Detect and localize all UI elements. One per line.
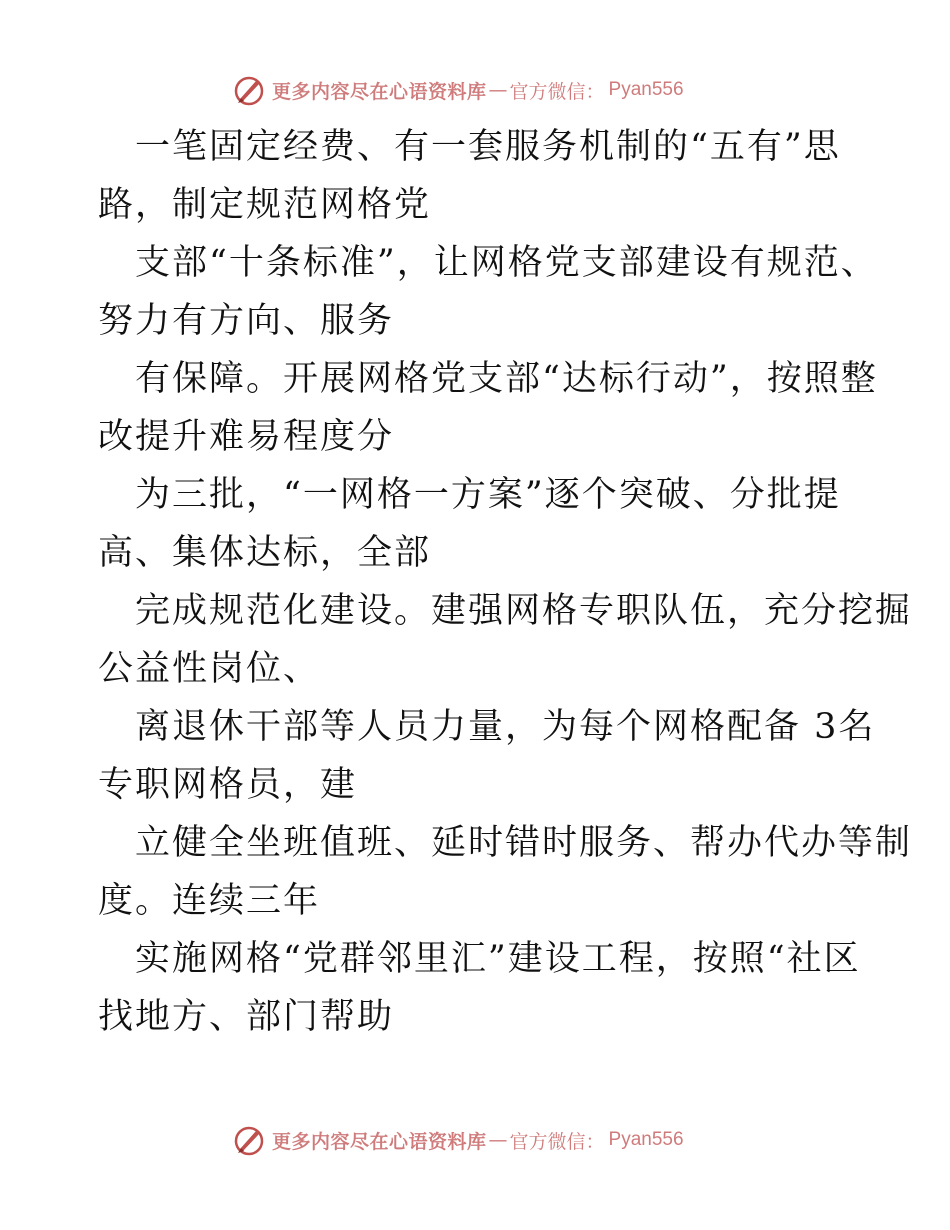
quill-pen-logo-icon	[232, 1123, 266, 1157]
body-line: 一笔固定经费、有一套服务机制的“五有”思	[135, 127, 841, 167]
header-watermark	[232, 72, 684, 108]
watermark-dash: —	[488, 79, 508, 101]
body-line: 专职网格员，建	[98, 765, 358, 805]
watermark-official-label: 官方微信：	[509, 80, 605, 103]
watermark-wechat-id: Pyan556	[608, 1129, 684, 1150]
body-line: 立健全坐班值班、延时错时服务、帮办代办等制	[135, 823, 913, 863]
body-line: 为三批，“一网格一方案”逐个突破、分批提	[135, 475, 841, 515]
document-body	[98, 118, 913, 1046]
body-line: 支部“十条标准”，让网格党支部建设有规范、	[135, 243, 878, 283]
body-line: 离退休干部等人员力量，为每个网格配备 3名	[135, 707, 876, 747]
body-line: 有保障。开展网格党支部“达标行动”，按照整	[135, 359, 878, 399]
body-line: 路，制定规范网格党	[98, 185, 432, 225]
body-line: 度。连续三年	[98, 881, 321, 921]
watermark-dash: —	[488, 1129, 508, 1151]
body-line: 高、集体达标，全部	[98, 533, 432, 573]
body-line: 改提升难易程度分	[98, 417, 395, 457]
body-line: 努力有方向、服务	[98, 301, 395, 341]
body-line: 找地方、部门帮助	[98, 997, 395, 1037]
quill-pen-logo-icon	[232, 73, 266, 107]
body-line: 完成规范化建设。建强网格专职队伍，充分挖掘	[135, 591, 913, 631]
body-line: 实施网格“党群邻里汇”建设工程，按照“社区	[135, 939, 861, 979]
watermark-site-text: 更多内容尽在心语资料库	[272, 80, 487, 103]
body-line: 公益性岗位、	[98, 649, 321, 689]
watermark-official-label: 官方微信：	[509, 1130, 605, 1153]
footer-watermark	[232, 1122, 684, 1158]
watermark-site-text: 更多内容尽在心语资料库	[272, 1130, 487, 1153]
watermark-wechat-id: Pyan556	[608, 79, 684, 100]
